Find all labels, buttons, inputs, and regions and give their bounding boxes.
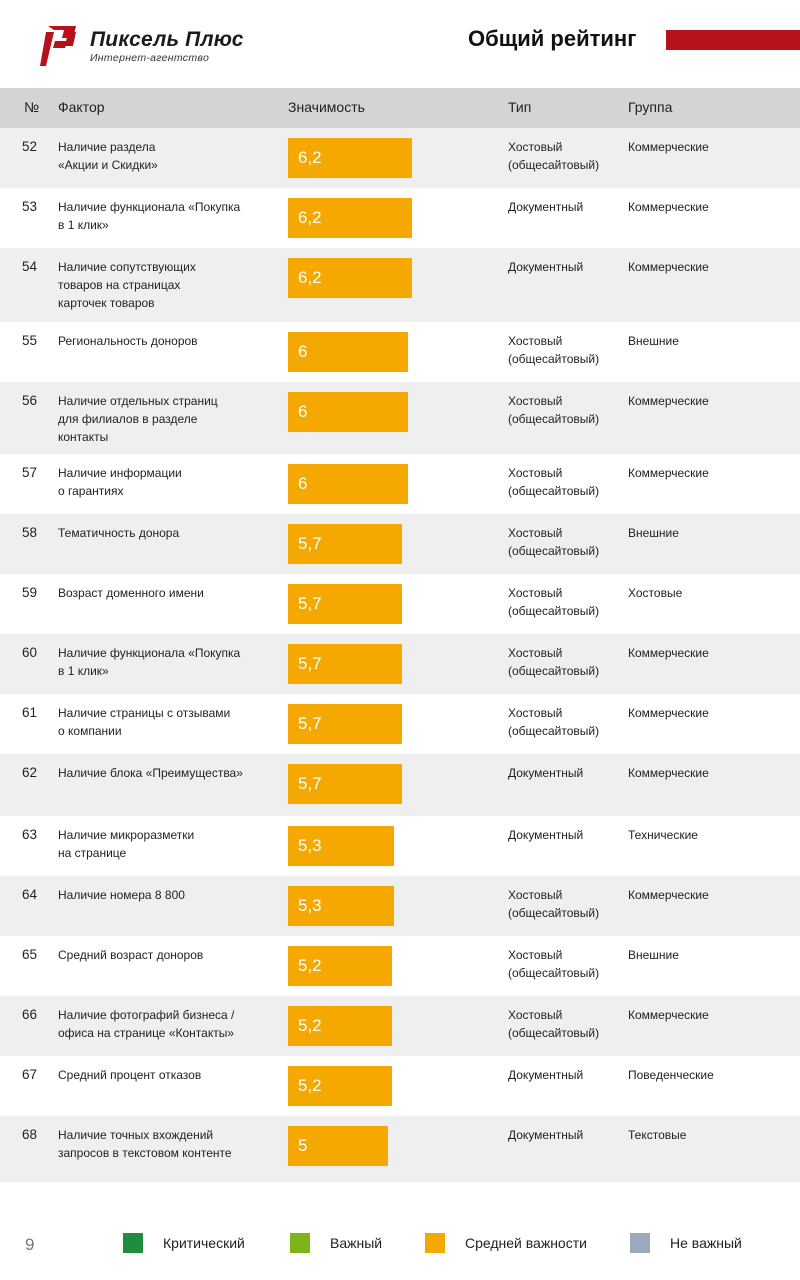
table-row [0,634,800,694]
page-header [0,0,800,88]
importance-bar: 5,7 [288,704,402,744]
factor-name: Наличие информации о гарантиях [58,466,182,498]
factor-group: Текстовые [628,1128,687,1142]
table-row [0,1056,800,1116]
importance-bar: 5,3 [288,886,394,926]
page-number: 9 [25,1235,35,1254]
table-row [0,694,800,754]
factor-type: Хостовый (общесайтовый) [508,466,600,498]
pixel-plus-logo-icon [40,26,76,66]
factor-group: Коммерческие [628,140,709,154]
row-number: 67 [22,1067,38,1082]
table-row [0,248,800,322]
row-number: 55 [22,333,38,348]
factor-type: Хостовый (общесайтовый) [508,140,600,172]
importance-bar: 5 [288,1126,388,1166]
row-number: 53 [22,199,38,214]
factor-group: Коммерческие [628,1008,709,1022]
factor-group: Коммерческие [628,466,709,480]
factor-group: Внешние [628,334,679,348]
factor-name: Региональность доноров [58,334,198,348]
factor-type: Документный [508,260,584,274]
factor-name: Наличие номера 8 800 [58,888,185,902]
legend-swatch [630,1233,650,1253]
column-header-number: № [24,99,40,115]
factor-group: Внешние [628,526,679,540]
importance-bar: 5,7 [288,764,402,804]
row-number: 57 [22,465,38,480]
importance-bar: 6 [288,392,408,432]
factor-group: Коммерческие [628,394,709,408]
importance-bar: 5,2 [288,1006,392,1046]
brand-name: Пиксель Плюс [90,28,244,51]
row-number: 64 [22,887,38,902]
factor-name: Наличие сопутствующих товаров на страницах карточек товаров [58,260,196,310]
factor-group: Коммерческие [628,888,709,902]
row-number: 52 [22,139,38,154]
importance-bar: 5,7 [288,524,402,564]
importance-bar: 6 [288,464,408,504]
table-row [0,574,800,634]
table-row [0,322,800,382]
importance-bar: 5,2 [288,946,392,986]
row-number: 62 [22,765,38,780]
importance-bar: 6 [288,332,408,372]
table-row [0,816,800,876]
row-number: 63 [22,827,38,842]
factor-name: Средний процент отказов [58,1068,202,1082]
factor-type: Документный [508,1128,584,1142]
factor-name: Средний возраст доноров [58,948,204,962]
factor-name: Тематичность донора [58,526,180,540]
table-row [0,936,800,996]
factor-type: Документный [508,766,584,780]
importance-bar: 5,7 [288,584,402,624]
factor-type: Хостовый (общесайтовый) [508,1008,600,1040]
factor-type: Хостовый (общесайтовый) [508,586,600,618]
legend-label: Не важный [670,1235,742,1251]
title-accent-bar [666,30,800,50]
factor-name: Наличие страницы с отзывами о компании [58,706,231,738]
factor-type: Хостовый (общесайтовый) [508,646,600,678]
factor-type: Хостовый (общесайтовый) [508,948,600,980]
factor-name: Наличие функционала «Покупка в 1 клик» [58,646,241,678]
legend-swatch [123,1233,143,1253]
table-body [0,128,800,1182]
importance-bar: 6,2 [288,138,412,178]
importance-bar: 5,7 [288,644,402,684]
column-header-type: Тип [508,99,532,115]
table-row [0,876,800,936]
row-number: 58 [22,525,38,540]
factor-name: Наличие микроразметки на странице [58,828,195,860]
importance-bar: 6,2 [288,198,412,238]
importance-bar: 6,2 [288,258,412,298]
column-header-factor: Фактор [58,99,105,115]
factor-name: Наличие раздела «Акции и Скидки» [58,140,158,172]
factor-name: Возраст доменного имени [58,586,204,600]
row-number: 56 [22,393,38,408]
factor-type: Документный [508,200,584,214]
table-row [0,188,800,248]
column-header-importance: Значимость [288,99,365,115]
factor-type: Документный [508,1068,584,1082]
factor-type: Документный [508,828,584,842]
row-number: 54 [22,259,38,274]
table-row [0,754,800,816]
table-row [0,128,800,188]
table-header [0,88,800,128]
factor-group: Коммерческие [628,200,709,214]
factor-type: Хостовый (общесайтовый) [508,334,600,366]
table-row [0,382,800,454]
factor-group: Коммерческие [628,706,709,720]
page-footer [0,1228,800,1260]
factor-type: Хостовый (общесайтовый) [508,706,600,738]
factor-name: Наличие блока «Преимущества» [58,766,243,780]
factor-group: Поведенческие [628,1068,714,1082]
row-number: 59 [22,585,38,600]
legend-label: Важный [330,1235,383,1251]
factor-name: Наличие отдельных страниц для филиалов в разделе контакты [58,394,218,444]
legend-swatch [290,1233,310,1253]
factor-group: Коммерческие [628,646,709,660]
factor-group: Технические [628,828,698,842]
row-number: 65 [22,947,38,962]
brand-subtitle: Интернет-агентство [90,52,210,64]
factor-group: Внешние [628,948,679,962]
row-number: 68 [22,1127,38,1142]
legend-swatch [425,1233,445,1253]
legend-label: Средней важности [465,1235,587,1251]
factor-type: Хостовый (общесайтовый) [508,394,600,426]
factor-name: Наличие фотографий бизнеса / офиса на странице «Контакты» [58,1008,235,1040]
factor-name: Наличие функционала «Покупка в 1 клик» [58,200,241,232]
table-row [0,996,800,1056]
column-header-group: Группа [628,99,673,115]
factor-group: Коммерческие [628,260,709,274]
row-number: 60 [22,645,38,660]
table-row [0,514,800,574]
importance-bar: 5,2 [288,1066,392,1106]
table-row [0,1116,800,1182]
factor-type: Хостовый (общесайтовый) [508,888,600,920]
page-title: Общий рейтинг [468,26,637,51]
row-number: 66 [22,1007,38,1022]
factor-group: Коммерческие [628,766,709,780]
factor-type: Хостовый (общесайтовый) [508,526,600,558]
table-row [0,454,800,514]
factor-name: Наличие точных вхождений запросов в текстовом контенте [58,1128,232,1160]
legend-label: Критический [163,1235,245,1251]
importance-bar: 5,3 [288,826,394,866]
factor-group: Хостовые [628,586,683,600]
row-number: 61 [22,705,38,720]
